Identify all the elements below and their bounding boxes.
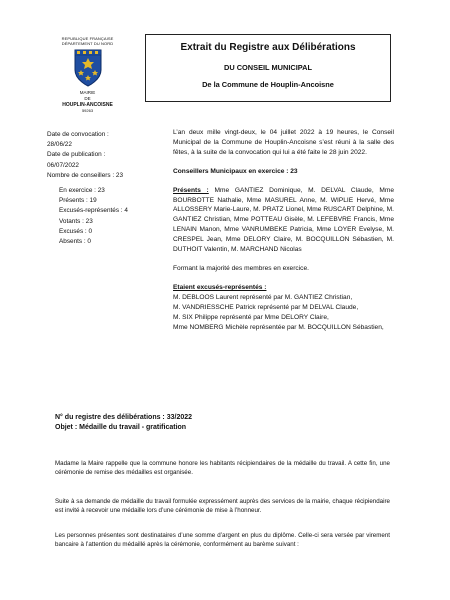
- document-subtitle: DU CONSEIL MUNICIPAL: [223, 63, 312, 72]
- conseillers-count: Nombre de conseillers : 23: [47, 171, 124, 179]
- count-excuses-representes: Excusés-représentés : 4: [59, 207, 128, 215]
- registre-number: N° du registre des délibérations : 33/2022: [55, 414, 193, 421]
- intro-paragraph: L’an deux mille vingt-deux, le 04 juillet 2022 à 19 heures, le Conseil Municipal de la Commune de Houplin-Ancoisne s’est réuni à la salle des fêtes, à la suite de la convocation qui lui a été faite le 28 juin 2022.: [173, 129, 394, 156]
- deliberation-object: [55, 413, 385, 433]
- convocation-label: Date de convocation :: [47, 131, 109, 138]
- body-paragraph-3: [55, 531, 390, 550]
- coat-of-arms-icon: [73, 48, 103, 88]
- count-presents: Présents : 19: [59, 197, 97, 205]
- meeting-info-column: [47, 130, 142, 247]
- logo-republique-line: REPUBLIQUE FRANÇAISE: [61, 36, 114, 41]
- count-en-exercice: En exercice : 23: [59, 187, 105, 195]
- excuse-item: M. SIX Philippe représenté par Mme DELORY Claire,: [173, 313, 329, 321]
- excuse-item: M. DEBLOOS Laurent représenté par M. GANTIEZ Christian,: [173, 293, 353, 301]
- body-text: Madame la Maire rappelle que la commune honore les habitants récipiendaires de la médaille du travail. A cette fin, une cérémonie de remise des médailles est organisée.: [55, 460, 390, 477]
- body-text: Suite à sa demande de médaille du travail formulée expressément auprès des services de la mairie, chaque récipiendaire est invité à recevoir une médaille lors d’une cérémonie de mise à l’honneur.: [55, 498, 390, 515]
- logo-zip: 59263: [81, 108, 94, 113]
- presents-label: Présents :: [173, 186, 209, 194]
- logo-de: DE: [84, 96, 91, 101]
- publication-date: 06/07/2022: [47, 161, 79, 169]
- publication-label: Date de publication :: [47, 151, 106, 159]
- count-votants: Votants : 23: [59, 217, 93, 225]
- logo-mairie: MAIRIE: [79, 90, 96, 95]
- header-box: [145, 34, 391, 102]
- commune-logo: [60, 36, 115, 113]
- logo-departement-line: DÉPARTEMENT DU NORD: [61, 41, 114, 46]
- body-text: Les personnes présentes sont destinataires d’une somme d’argent en plus du diplôme. Celle-ci sera versée par virement bancaire à l’attention du médaillé après la cérémonie, conformément au barème suivant :: [55, 532, 390, 549]
- convocation-date: 28/06/22: [47, 141, 72, 149]
- majorite-line: Formant la majorité des membres en exercice.: [173, 264, 309, 272]
- count-excuses: Excusés : 0: [59, 227, 93, 235]
- conseillers-exercice: Conseillers Municipaux en exercice : 23: [173, 167, 298, 175]
- logo-town-name: HOUPLIN-ANCOISNE: [62, 102, 113, 108]
- excuses-label: Etaient excusés-représentés :: [173, 283, 267, 291]
- meeting-details-column: [173, 128, 394, 332]
- document-title: Extrait du Registre aux Délibérations: [180, 42, 356, 53]
- commune-line: De la Commune de Houplin-Ancoisne: [202, 80, 334, 89]
- body-paragraph-2: [55, 497, 390, 516]
- excuse-item: M. VANDRIESSCHE Patrick représenté par M DELVAL Claude,: [173, 303, 359, 311]
- objet-line: Objet : Médaille du travail - gratification: [55, 424, 187, 431]
- presents-paragraph: [173, 186, 394, 255]
- body-paragraph-1: [55, 459, 390, 478]
- excuse-item: Mme NOMBERG Michèle représentée par M. BOCQUILLON Sébastien,: [173, 323, 384, 331]
- presents-list: Mme GANTIEZ Dominique, M. DELVAL Claude, Mme BOURBOTTE Nathalie, Mme MASUREL Anne, M. WIPLIE Hervé, Mme ALLOSSERY Marie-Laure, M. PRATZ Lionel, Mme RUSCART Delphine, M. GANTIEZ Christian, Mme POTTEAU Gisèle, M. LEFEBVRE Francis, Mme LENAIN Manon, Mme VANRUMBEKE Patricia, Mme LOYER Evelyse, M. CRESPEL Jean, Mme DELORY Claire, M. BOCQUILLON Sébastien, M. DUTHOIT Valentin, M. MARCHAND Nicolas: [173, 186, 395, 254]
- count-absents: Absents : 0: [59, 238, 91, 246]
